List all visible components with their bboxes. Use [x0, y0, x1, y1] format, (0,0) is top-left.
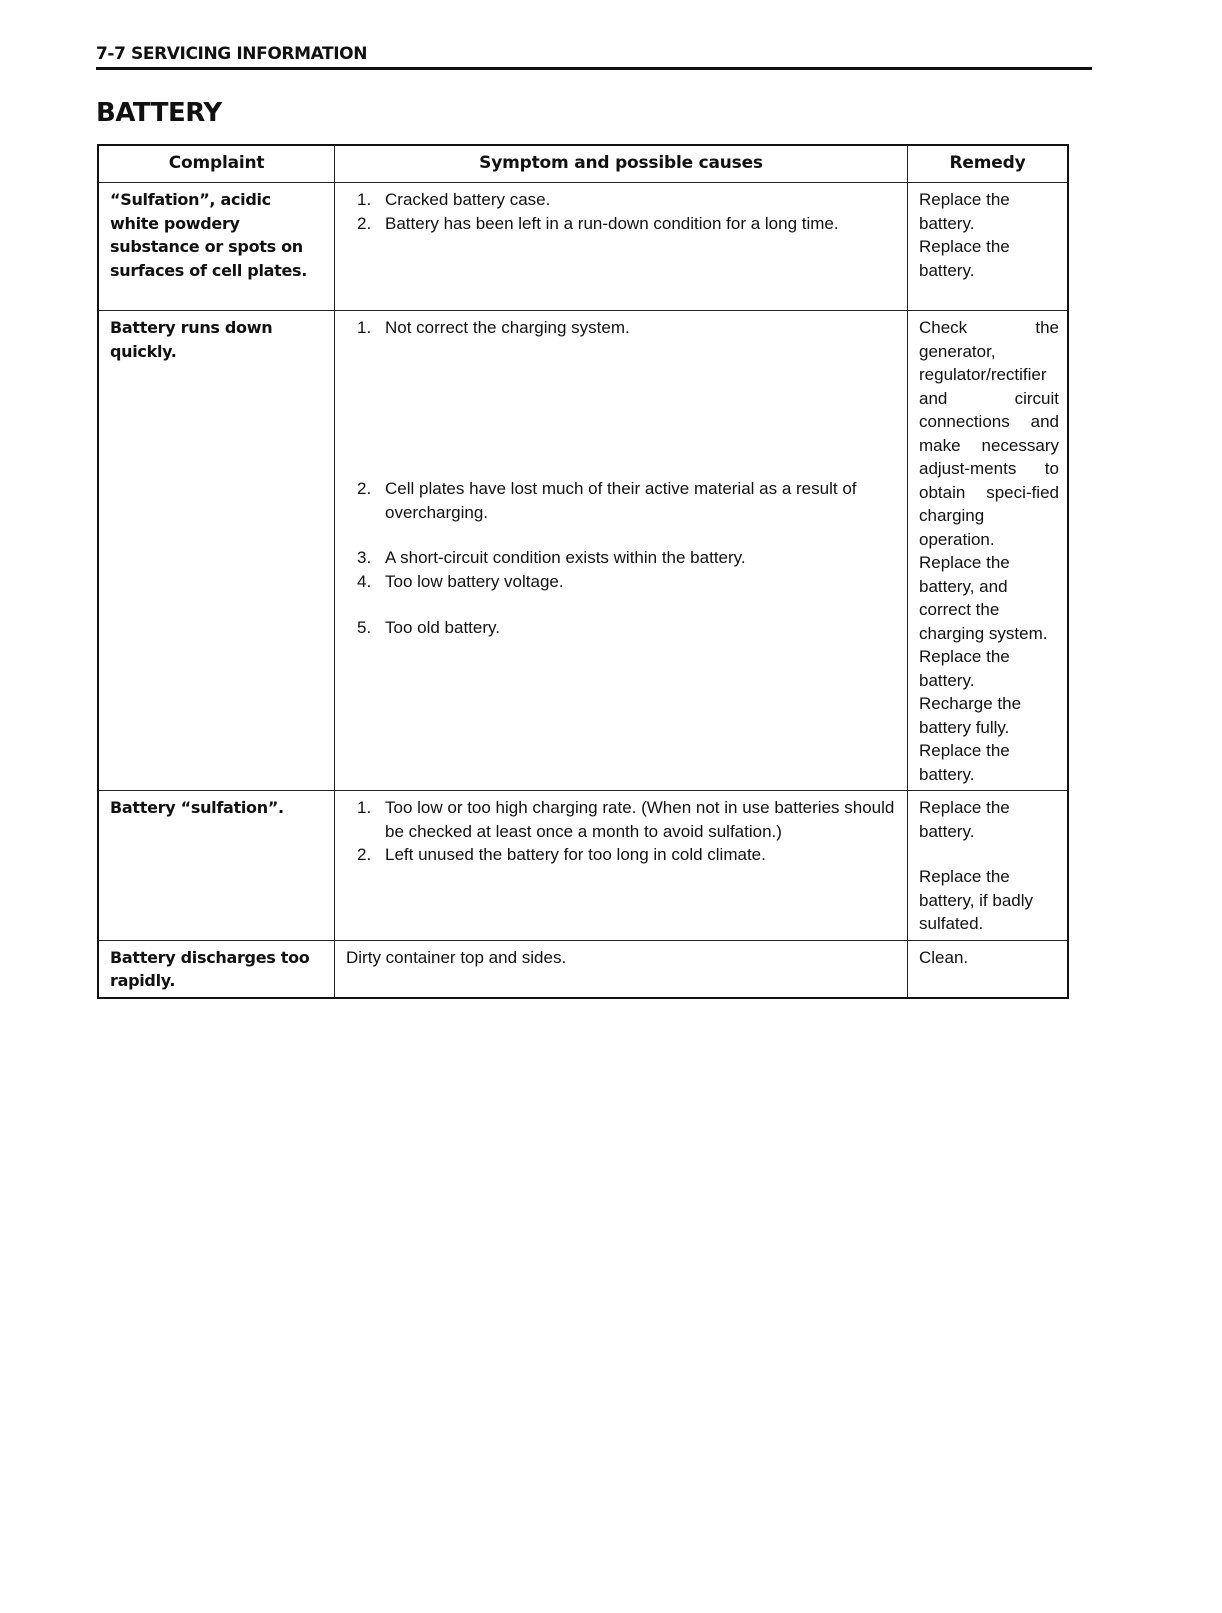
- column-header-symptom: Symptom and possible causes: [335, 145, 908, 183]
- cause-item: [357, 188, 897, 212]
- complaint-cell: Battery discharges too rapidly.: [98, 940, 335, 998]
- cause-item: [357, 570, 897, 616]
- cause-text: Cell plates have lost much of their active material as a result of overcharging.: [385, 479, 857, 522]
- cause-item: [357, 316, 897, 477]
- cause-text: Not correct the charging system.: [385, 318, 630, 337]
- remedy-cell: Clean.: [908, 940, 1069, 998]
- cause-text: Too old battery.: [385, 617, 500, 637]
- complaint-cell: Battery “sulfation”.: [98, 791, 335, 941]
- cause-number: 1.: [357, 318, 372, 337]
- cause-item: [357, 212, 897, 236]
- column-header-complaint: Complaint: [98, 145, 335, 183]
- section-title: BATTERY: [96, 98, 222, 128]
- cause-item: [357, 616, 897, 640]
- cause-text: Too low or too high charging rate. (When not in use batteries should be checked at least once a month to avoid sulfation.): [385, 798, 895, 841]
- cause-item: [357, 843, 897, 867]
- cause-item: [357, 477, 897, 546]
- causes-cell: [335, 183, 908, 311]
- cause-text: Left unused the battery for too long in cold climate.: [385, 845, 766, 864]
- remedy-text: Replace the battery.: [919, 741, 1010, 784]
- table-header-row: [98, 145, 1068, 183]
- table-row: [98, 183, 1068, 311]
- column-header-remedy: Remedy: [908, 145, 1069, 183]
- remedy-text: Recharge the battery fully.: [919, 694, 1022, 737]
- remedy-text: Replace the battery.: [919, 798, 1010, 841]
- remedy-text: Replace the battery, if badly sulfated.: [919, 867, 1034, 933]
- cause-text: Cracked battery case.: [385, 190, 551, 209]
- table-row: [98, 311, 1068, 791]
- remedy-text: Replace the battery.: [919, 237, 1010, 280]
- cause-number: 2.: [357, 845, 372, 864]
- remedy-cell: [908, 791, 1069, 941]
- cause-number: 4.: [357, 571, 372, 591]
- remedy-text: Replace the battery.: [919, 190, 1010, 233]
- cause-text: Too low battery voltage.: [385, 571, 564, 591]
- causes-cell: [335, 311, 908, 791]
- cause-number: 5.: [357, 617, 372, 637]
- remedy-text: Replace the battery.: [919, 647, 1010, 690]
- complaint-cell: “Sulfation”, acidic white powdery substance or spots on surfaces of cell plates.: [98, 183, 335, 311]
- troubleshooting-table: [97, 144, 1069, 999]
- remedy-cell: [908, 183, 1069, 311]
- remedy-text: Replace the battery, and correct the charging system.: [919, 553, 1048, 643]
- table-row: [98, 940, 1068, 998]
- causes-cell: [335, 791, 908, 941]
- cause-item: [357, 796, 897, 843]
- cause-number: 2.: [357, 479, 372, 498]
- causes-cell: Dirty container top and sides.: [335, 940, 908, 998]
- table-row: [98, 791, 1068, 941]
- cause-text: A short-circuit condition exists within the battery.: [385, 548, 746, 567]
- cause-text: Battery has been left in a run-down condition for a long time.: [385, 213, 839, 233]
- running-header: 7-7 SERVICING INFORMATION: [96, 44, 1092, 70]
- complaint-cell: Battery runs down quickly.: [98, 311, 335, 791]
- cause-number: 1.: [357, 190, 372, 209]
- cause-number: 1.: [357, 798, 372, 817]
- remedy-text: Check the generator, regulator/rectifier and circuit connections and make necessary adjust-ments to obtain speci-fied charging operation.: [919, 318, 1059, 549]
- cause-number: 2.: [357, 213, 372, 233]
- remedy-cell: [908, 311, 1069, 791]
- cause-number: 3.: [357, 548, 372, 567]
- cause-item: [357, 546, 897, 570]
